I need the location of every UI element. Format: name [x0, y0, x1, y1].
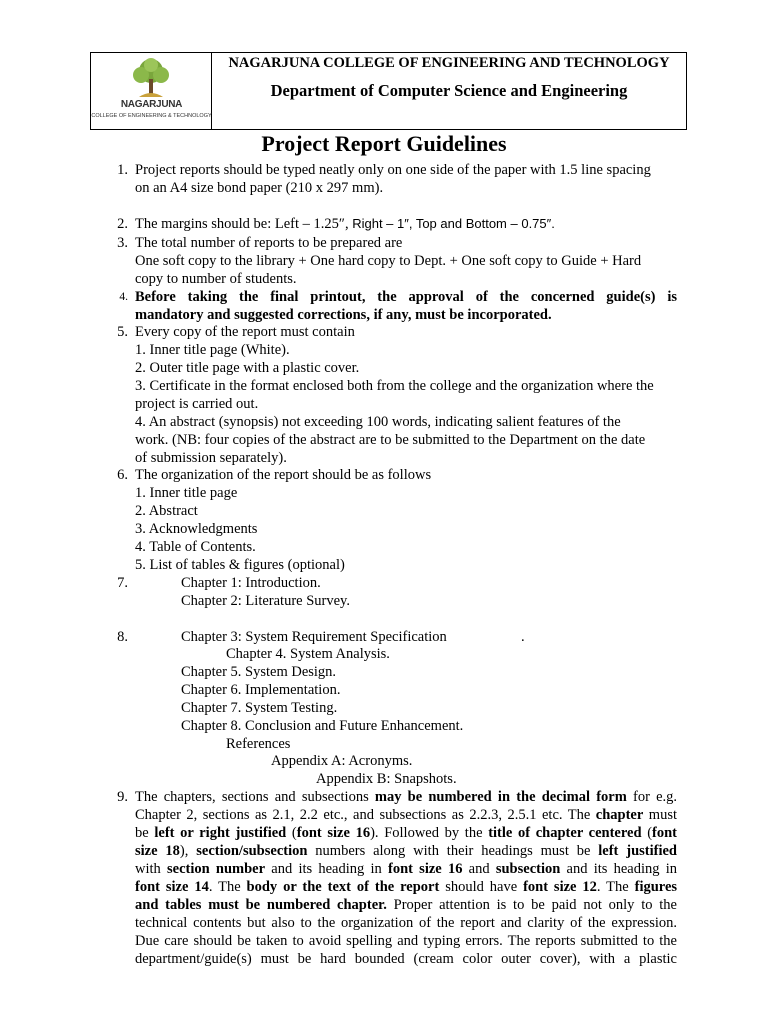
item-text: 2. Abstract [135, 503, 198, 519]
t-bold: font [652, 825, 678, 841]
t-bold: figures [634, 879, 678, 895]
t: and its heading in [265, 861, 388, 877]
item-text [135, 788, 677, 806]
item-number: 5. [117, 324, 128, 340]
item-text: Chapter 6. Implementation. [181, 682, 341, 698]
item-text: Chapter 1: Introduction. [181, 575, 321, 591]
item-text: . [521, 629, 525, 645]
t: ). Followed by the [370, 825, 489, 841]
t-bold: subsection [495, 861, 561, 877]
t-bold: section number [167, 861, 266, 877]
item-text: 4. Table of Contents. [135, 539, 256, 555]
item-number: 2. [117, 216, 128, 232]
item-text: Appendix B: Snapshots. [316, 771, 457, 787]
item-text: technical contents but also to the organization of the report and clarity of the expression. [135, 915, 677, 931]
item-number: 1. [117, 162, 128, 178]
item-text: 5. List of tables & figures (optional) [135, 557, 345, 573]
item-number: 7. [117, 575, 128, 591]
item-text: Every copy of the report must contain [135, 324, 355, 340]
item-text: Chapter 8. Conclusion and Future Enhancement. [181, 718, 464, 734]
t: should have [439, 879, 524, 895]
logo-subtitle: COLLEGE OF ENGINEERING & TECHNOLOGY [91, 113, 212, 119]
t: ( [641, 825, 653, 841]
item-text: 4. An abstract (synopsis) not exceeding 100 words, indicating salient features of the [135, 414, 621, 430]
item-text: Chapter 2: Literature Survey. [181, 593, 350, 609]
logo-name: NAGARJUNA [120, 99, 183, 110]
t-bold: chapter [595, 807, 644, 823]
item-text: of submission separately). [135, 450, 287, 466]
t: The chapters, sections and subsections [135, 789, 375, 805]
item-text [135, 842, 677, 860]
item-text [135, 288, 677, 306]
item-text: Chapter 4. System Analysis. [226, 646, 390, 662]
item-text [135, 860, 677, 878]
t: must [643, 807, 677, 823]
college-name: NAGARJUNA COLLEGE OF ENGINEERING AND TECHNOLOGY [228, 55, 670, 71]
item-text: project is carried out. [135, 396, 259, 412]
t-bold: section/subsection [196, 843, 308, 859]
t: numbers along with their headings must be [307, 843, 599, 859]
item-text: 2. Outer title page with a plastic cover. [135, 360, 360, 376]
t-bold: font size 16 [296, 825, 371, 841]
item-text-bold: Before taking the final printout, the approval of the concerned guide(s) is [135, 289, 677, 305]
item-text: Chapter 7. System Testing. [181, 700, 338, 716]
t: be [135, 825, 155, 841]
page-title: Project Report Guidelines [261, 131, 507, 156]
item-text-part: Right – 1″, Top and Bottom – 0.75″. [352, 216, 555, 231]
t: and its heading in [560, 861, 678, 877]
item-text: 3. Certificate in the format enclosed both from the college and the organization where the [135, 378, 654, 394]
t: . The [596, 879, 635, 895]
tree-logo-icon [127, 57, 175, 101]
t: Proper attention is to be paid not only to the [386, 897, 677, 913]
item-text [135, 215, 677, 233]
item-text-part: The margins should be: Left – 1.25″, [135, 216, 353, 232]
item-text: Due care should be taken to avoid spelling and typing errors. The reports submitted to the [135, 933, 677, 949]
t-bold: font size 16 [387, 861, 463, 877]
item-text: copy to number of students. [135, 271, 297, 287]
college-logo [91, 53, 212, 129]
t-bold: font size 14 [135, 879, 209, 895]
t-bold: left justified [598, 843, 678, 859]
item-text: Project reports should be typed neatly only on one side of the paper with 1.5 line spacing [135, 162, 651, 178]
item-text: The organization of the report should be as follows [135, 467, 432, 483]
item-text: Chapter 5. System Design. [181, 664, 337, 680]
t-bold: font size 12 [523, 879, 597, 895]
t-bold: size 18 [135, 843, 180, 859]
t: for e.g. [626, 789, 678, 805]
item-text: Chapter 3: System Requirement Specification [181, 629, 447, 645]
t-bold: left or right justified [154, 825, 287, 841]
item-text: One soft copy to the library + One hard copy to Dept. + One soft copy to Guide + Hard [135, 253, 642, 269]
item-text: References [226, 736, 291, 752]
item-text: on an A4 size bond paper (210 x 297 mm). [135, 180, 384, 196]
t: ), [179, 843, 197, 859]
t: ( [286, 825, 297, 841]
item-text: 1. Inner title page (White). [135, 342, 290, 358]
item-text [135, 824, 677, 842]
item-text: 3. Acknowledgments [135, 521, 258, 537]
document-header [90, 52, 687, 130]
t-bold: title of chapter centered [488, 825, 642, 841]
t-bold: and tables must be numbered chapter. [135, 897, 387, 913]
item-text: department/guide(s) must be hard bounded (cream color outer cover), with a plastic [135, 951, 677, 967]
item-text [135, 896, 677, 914]
item-number: 6. [117, 467, 128, 483]
t: Chapter 2, sections as 2.1, 2.2 etc., and subsections as 2.2.3, 2.5.1 etc. The [135, 807, 596, 823]
item-text [135, 806, 677, 824]
t: with [135, 861, 167, 877]
item-text: Appendix A: Acronyms. [271, 753, 413, 769]
t-bold: body or the text of the report [246, 879, 440, 895]
item-text: work. (NB: four copies of the abstract are to be submitted to the Department on the date [135, 432, 646, 448]
item-text: The total number of reports to be prepared are [135, 235, 403, 251]
item-text: 1. Inner title page [135, 485, 238, 501]
item-text-bold: mandatory and suggested corrections, if any, must be incorporated. [135, 307, 552, 323]
item-text [135, 878, 677, 896]
item-number: 9. [117, 789, 128, 805]
item-number: 4. [119, 291, 128, 303]
item-number: 3. [117, 235, 128, 251]
t: and [462, 861, 496, 877]
item-text [135, 306, 677, 324]
department-name: Department of Computer Science and Engineering [270, 81, 628, 100]
t-bold: may be numbered in the decimal form [374, 789, 627, 805]
item-number: 8. [117, 629, 128, 645]
t: . The [208, 879, 247, 895]
